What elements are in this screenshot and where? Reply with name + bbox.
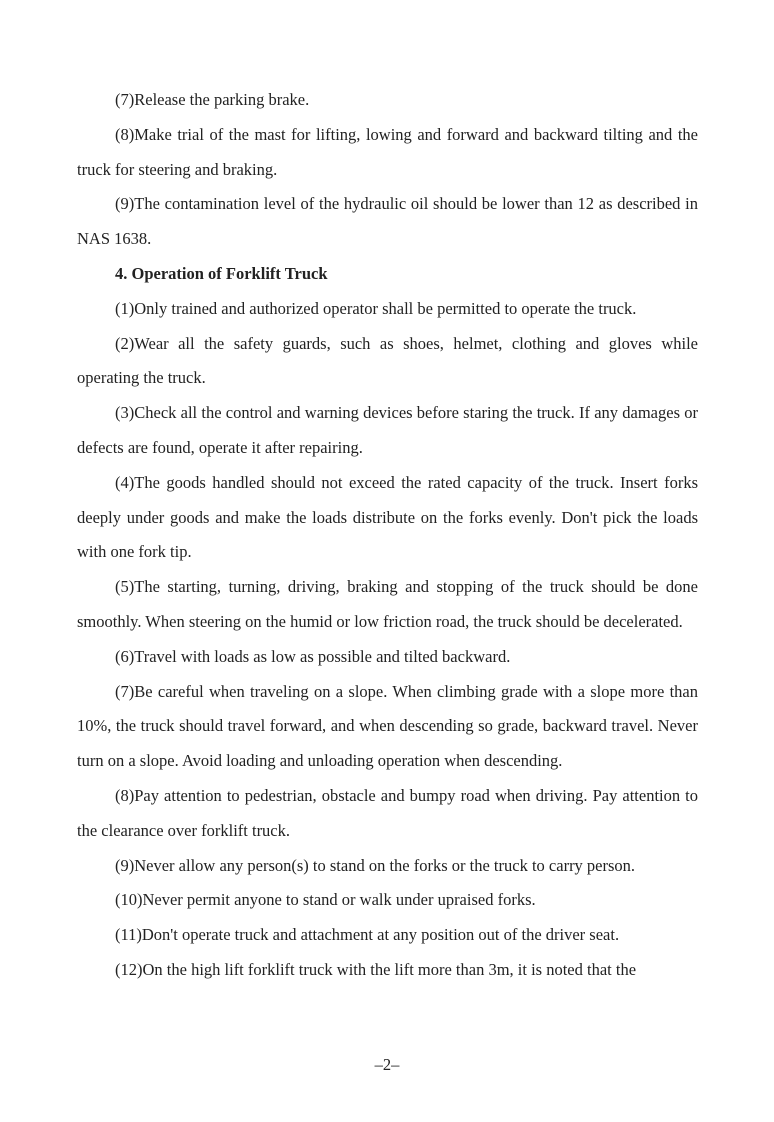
- paragraph-prev-8: (8)Make trial of the mast for lifting, lowing and forward and backward tilting and the truck for steering and braking.: [77, 124, 698, 179]
- page-number: –2–: [374, 1055, 400, 1074]
- section-heading: 4. Operation of Forklift Truck: [115, 263, 328, 283]
- paragraph-prev-9: (9)The contamination level of the hydraulic oil should be lower than 12 as described in NAS 1638.: [77, 194, 698, 249]
- paragraph-item-9: (9)Never allow any person(s) to stand on the forks or the truck to carry person.: [115, 855, 636, 875]
- paragraph-item-2: (2)Wear all the safety guards, such as shoes, helmet, clothing and gloves while operating the truck.: [77, 333, 698, 388]
- paragraph-item-4: (4)The goods handled should not exceed the rated capacity of the truck. Insert forks deeply under goods and make the loads distribute on the forks evenly. Don't pick the loads with one fork tip.: [77, 472, 698, 562]
- document-page: [77, 83, 698, 988]
- paragraph-item-10: (10)Never permit anyone to stand or walk under upraised forks.: [115, 890, 536, 910]
- paragraph-prev-7: (7)Release the parking brake.: [115, 90, 310, 109]
- paragraph-item-7: (7)Be careful when traveling on a slope. When climbing grade with a slope more than 10%, the truck should travel forward, and when descending so grade, backward travel. Never turn on a slope. Avoid loading and unloading operation when descending.: [77, 681, 698, 771]
- paragraph-item-11: (11)Don't operate truck and attachment at any position out of the driver seat.: [115, 925, 620, 945]
- paragraph-item-8: (8)Pay attention to pedestrian, obstacle and bumpy road when driving. Pay attention to the clearance over forklift truck.: [77, 785, 698, 840]
- paragraph-item-6: (6)Travel with loads as low as possible and tilted backward.: [115, 646, 511, 666]
- paragraph-item-5: (5)The starting, turning, driving, braking and stopping of the truck should be done smoothly. When steering on the humid or low friction road, the truck should be decelerated.: [77, 577, 698, 631]
- paragraph-item-12: (12)On the high lift forklift truck with the lift more than 3m, it is noted that the: [115, 959, 637, 979]
- paragraph-item-1: (1)Only trained and authorized operator shall be permitted to operate the truck.: [115, 298, 637, 318]
- paragraph-item-3: (3)Check all the control and warning devices before staring the truck. If any damages or defects are found, operate it after repairing.: [77, 403, 698, 457]
